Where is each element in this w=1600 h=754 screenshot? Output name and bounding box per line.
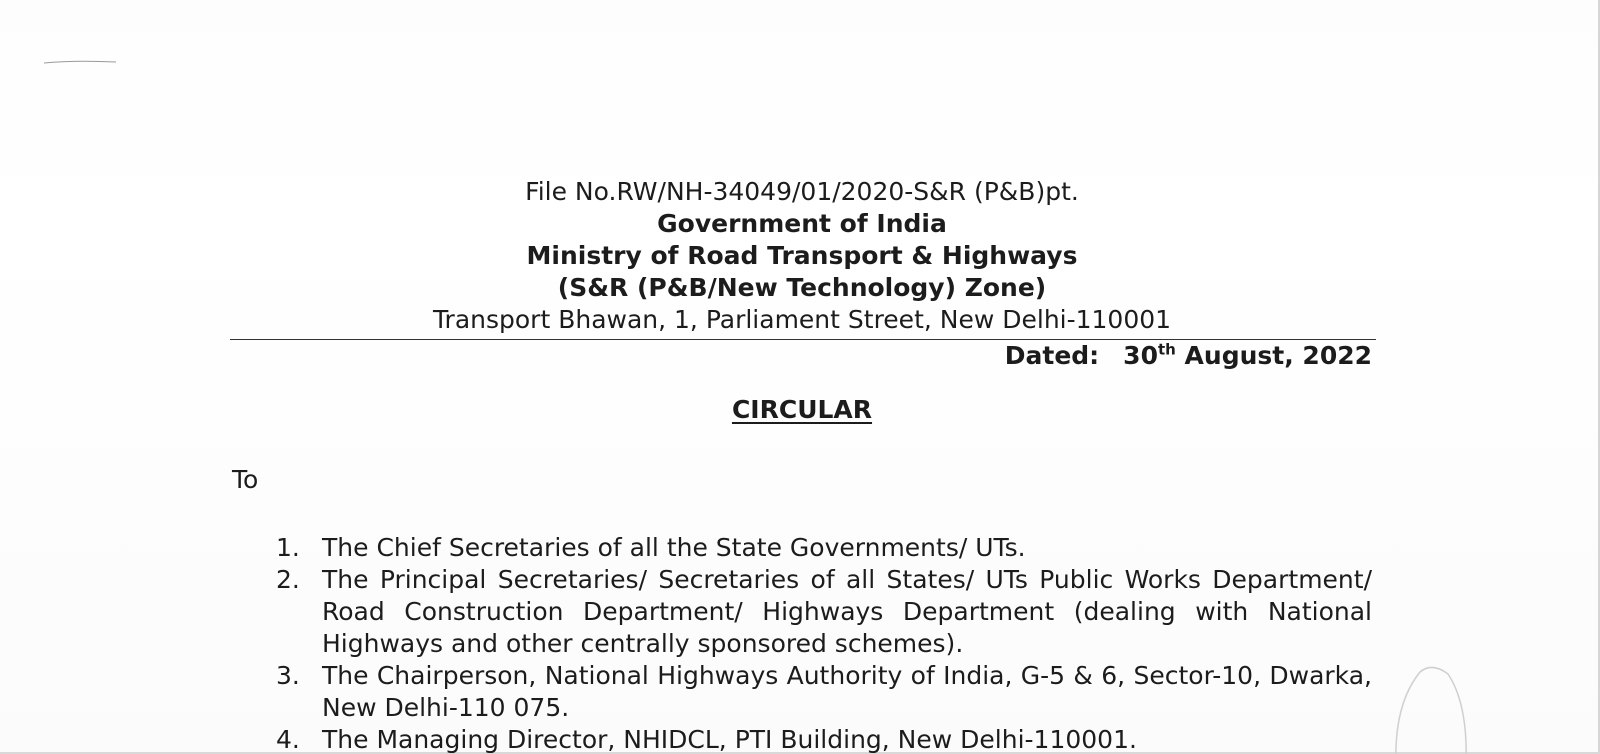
list-item-number: 2. bbox=[276, 565, 300, 594]
list-item-text: The Managing Director, NHIDCL, PTI Building, New Delhi-110001. bbox=[322, 725, 1137, 754]
recipient-list bbox=[276, 532, 1372, 754]
list-item bbox=[276, 724, 1372, 754]
dated-day: 30 bbox=[1123, 341, 1158, 370]
file-number: File No.RW/NH-34049/01/2020-S&R (P&B)pt. bbox=[525, 177, 1079, 206]
scan-artifact bbox=[1392, 664, 1472, 754]
ministry-heading: Ministry of Road Transport & Highways bbox=[526, 241, 1078, 270]
list-item bbox=[276, 660, 1372, 724]
list-item bbox=[276, 532, 1372, 564]
scan-mark bbox=[44, 60, 116, 64]
date-line bbox=[1005, 340, 1372, 372]
circular-title: CIRCULAR bbox=[731, 395, 873, 424]
list-item-text: The Chairperson, National Highways Authority of India, G-5 & 6, Sector-10, Dwarka, New Delhi-110 075. bbox=[322, 661, 1372, 722]
list-item-text: The Principal Secretaries/ Secretaries of all States/ UTs Public Works Department/ Road Construction Department/ Highways Department (dealing with National Highways and other centrally sponsored schemes). bbox=[322, 565, 1372, 658]
document-title bbox=[230, 394, 1374, 426]
address-line: Transport Bhawan, 1, Parliament Street, New Delhi-110001 bbox=[432, 305, 1172, 334]
government-heading: Government of India bbox=[657, 209, 947, 238]
dated-month-year: August, 2022 bbox=[1184, 341, 1372, 370]
dated-label: Dated: bbox=[1004, 341, 1100, 370]
list-item-number: 1. bbox=[276, 533, 300, 562]
dated-suffix: th bbox=[1157, 340, 1176, 359]
list-item-text: The Chief Secretaries of all the State Governments/ UTs. bbox=[322, 533, 1026, 562]
zone-heading: (S&R (P&B/New Technology) Zone) bbox=[557, 273, 1047, 302]
list-item-number: 4. bbox=[276, 725, 300, 754]
list-item-number: 3. bbox=[276, 661, 300, 690]
to-label: To bbox=[232, 465, 259, 494]
list-item bbox=[276, 564, 1372, 660]
